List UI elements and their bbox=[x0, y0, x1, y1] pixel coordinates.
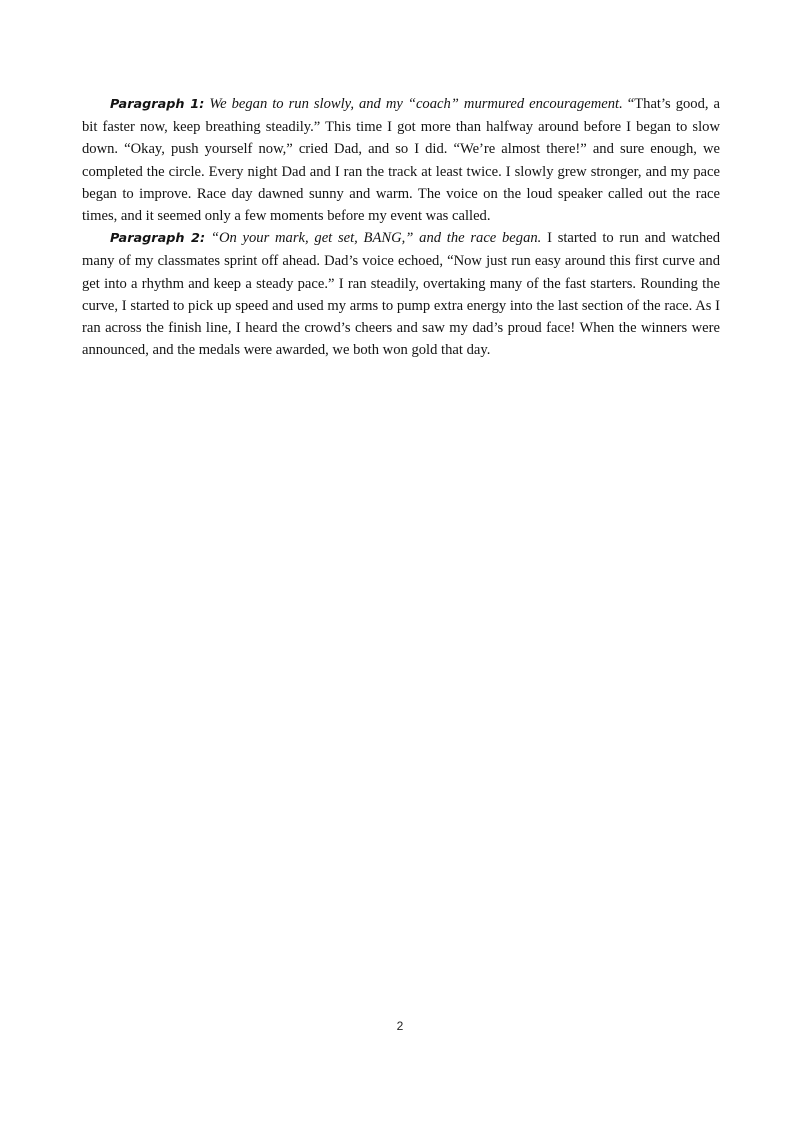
paragraph-1-lead: We began to run slowly, and my “coach” murmured encouragement. bbox=[209, 96, 623, 112]
paragraph-1 bbox=[82, 93, 720, 227]
document-body bbox=[82, 93, 720, 361]
page-number: 2 bbox=[396, 1019, 404, 1033]
paragraph-2-body: I started to run and watched many of my classmates sprint off ahead. Dad’s voice echoed, “Now just run easy around this first curve and get into a rhythm and keep a steady pace.” I ran steadily, overtaking many of the fast starters. Rounding the curve, I started to pick up speed and used my arms to pump extra energy into the last section of the race. As I ran across the finish line, I heard the crowd’s cheers and saw my dad’s proud face! When the winners were announced, and the medals were awarded, we both won gold that day. bbox=[82, 230, 721, 359]
paragraph-1-label: Paragraph 1: bbox=[110, 97, 205, 112]
paragraph-1-body: “That’s good, a bit faster now, keep breathing steadily.” This time I got more than halfway around before I began to slow down. “Okay, push yourself now,” cried Dad, and so I did. “We’re almost there!” and sure enough, we completed the circle. Every night Dad and I ran the track at least twice. I slowly grew stronger, and my pace began to improve. Race day dawned sunny and warm. The voice on the loud speaker called out the race times, and it seemed only a few moments before my event was called. bbox=[82, 96, 720, 225]
paragraph-2-label: Paragraph 2: bbox=[110, 231, 206, 247]
paragraph-2-lead: “On your mark, get set, BANG,” and the race began. bbox=[210, 230, 542, 247]
paragraph-2 bbox=[82, 227, 720, 361]
